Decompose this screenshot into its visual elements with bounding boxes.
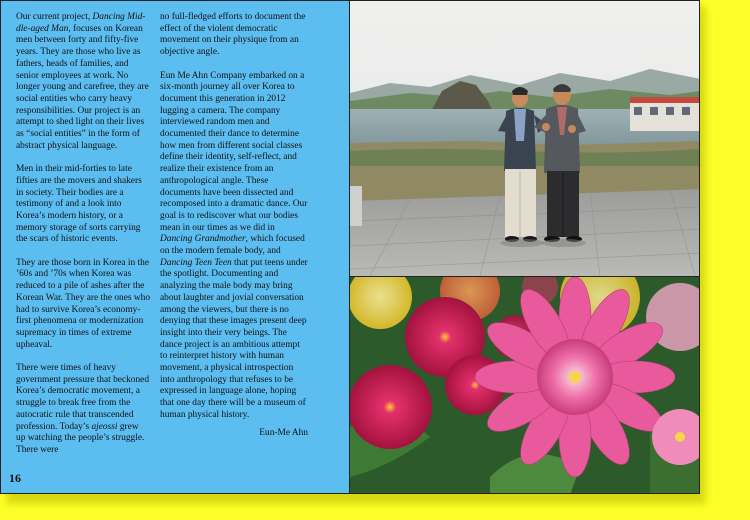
left-page xyxy=(1,1,350,494)
page-number: 16 xyxy=(9,471,21,485)
dahlia-flowers-photo xyxy=(350,277,700,494)
paragraph: They are those born in Korea in the ’60s and ’70s when Korea was reduced to a pile of ashes after the Korean War. They are the ones who had to survive Korea’s economy-first phenomena or modernization supremacy in times of extreme upheaval. xyxy=(16,257,151,350)
paragraph: Eun Me Ahn Company embarked on a six-month journey all over Korea to document this generation in 2012 lugging a camera. The company interviewed random men and documented their dance to determine how men from different social classes define their identity, self-reflect, and realize their existence from an anthropological angle. These documents have been dissected and recomposed into a dramatic dance. Our goal is to rediscover what our bodies mean in our times as we did in Dancing Grandmother, which focused on the modern female body, and Dancing Teen Teen that put teens under the spotlight. Documenting and analyzing the male body may bring about laughter and jovial conversation among the viewers, but there is no denying that these images present deep insight into their very beings. The dance project is an ambitious attempt to reinterpret history with human movement, a physical introspection into anthropology that refuses to be expressed in language alone, hoping that one day there will be a museum of human physical history. xyxy=(160,70,308,420)
dancing-men-photo xyxy=(350,1,700,276)
italic-title: Dancing Mid-dle-aged Man xyxy=(16,12,146,34)
italic-title: Dancing Teen Teen xyxy=(160,257,232,268)
italic-title: Dancing Grandmother xyxy=(160,234,246,245)
paragraph: no full-fledged efforts to document the effect of the violent democratic movement on their physique from an objective angle. xyxy=(160,12,306,58)
text-column-2 xyxy=(160,12,308,451)
paragraph: Men in their mid-forties to late fifties are the movers and shakers in society. Their bodies are a testimony of and a look into Korea’s modern history, or a memory storage of sorts carrying the scars of historic events. xyxy=(16,164,142,245)
text-column-1 xyxy=(16,12,150,457)
italic-title: ajeossi xyxy=(91,421,118,432)
author-credit: Eun-Me Ahn xyxy=(259,427,308,438)
right-page xyxy=(350,1,700,494)
paragraph: There were times of heavy government pressure that beckoned Korea’s democratic movement, a struggle to break free from the autocratic rule that transcended profession. Today’s ajeossi grew up watching the people’s struggle. There were xyxy=(16,363,150,455)
paragraph: Our current project, Dancing Mid-dle-aged Man, focuses on Korean men between forty and fifty-five years. They are those who live as fathers, heads of families, and senior employees at work. No longer young and carefree, they are social entities who carry heavy responsibilities. Our project is an attempt to shed light on their lives as “social entities” in the form of abstract physical language. xyxy=(16,12,149,151)
